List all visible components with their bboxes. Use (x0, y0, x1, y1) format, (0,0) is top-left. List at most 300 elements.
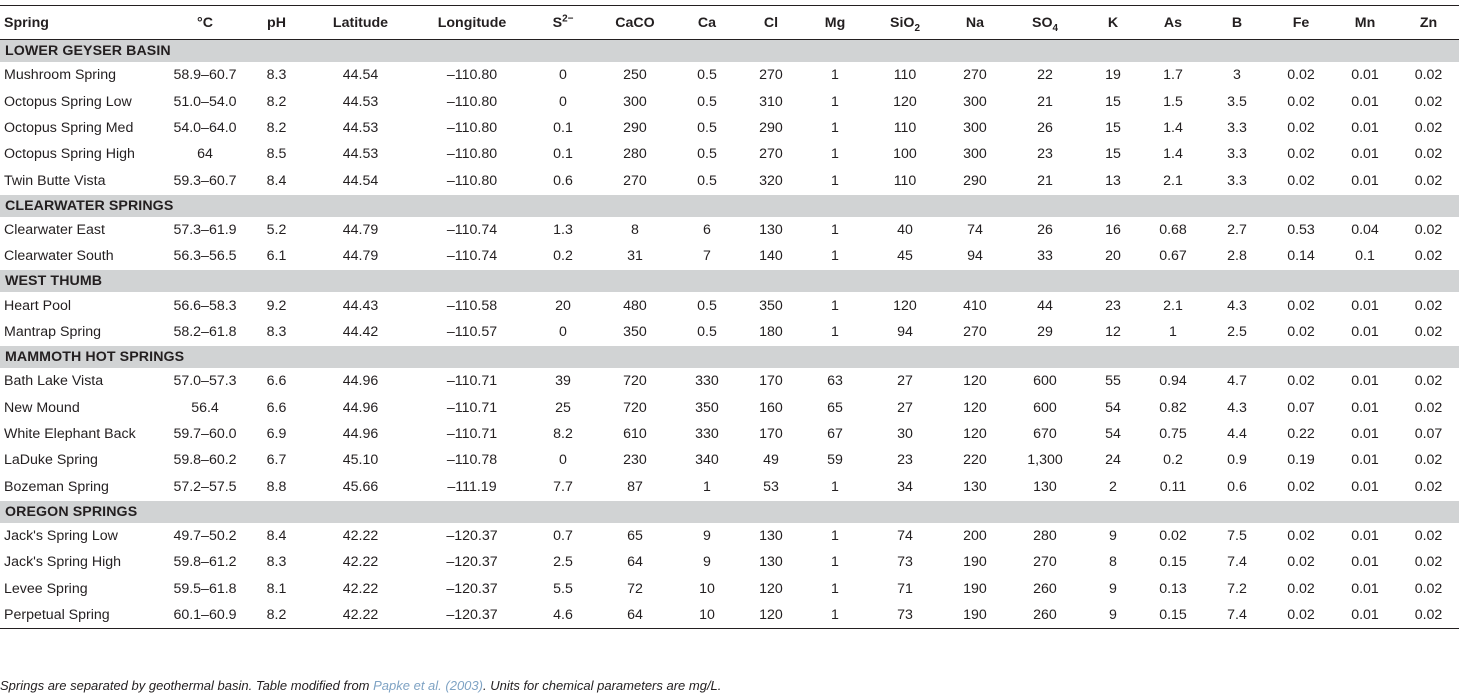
table-cell: 0.5 (697, 119, 717, 136)
table-row (0, 319, 1459, 346)
column-header-label: Latitude (332, 14, 389, 31)
table-cell: 270 (759, 146, 783, 163)
table-cell: 6.6 (266, 399, 287, 416)
spring-name-cell: Bozeman Spring (4, 478, 109, 495)
table-cell: 10 (699, 580, 715, 597)
table-cell: 230 (623, 452, 647, 469)
table-cell: 65 (627, 527, 643, 544)
table-cell: 5.2 (266, 221, 287, 238)
table-cell: 280 (623, 146, 647, 163)
table-cell: 56.4 (191, 399, 219, 416)
table-cell: 55 (1105, 373, 1121, 390)
spring-name-cell: LaDuke Spring (4, 452, 98, 469)
table-cell: 2.5 (553, 554, 573, 571)
table-cell: 350 (623, 323, 647, 340)
spring-name-cell: Octopus Spring Low (4, 93, 132, 110)
citation-link[interactable]: Papke et al. (2003) (373, 678, 483, 693)
column-header-subscript: 4 (1052, 22, 1059, 34)
table-cell: 0 (559, 452, 567, 469)
table-row (0, 368, 1459, 394)
table-cell: 39 (555, 373, 571, 390)
table-row (0, 243, 1459, 270)
table-cell: 44.96 (342, 425, 379, 442)
column-header-col-13 (1084, 6, 1142, 40)
column-header-label: As (1163, 14, 1183, 31)
table-cell: 53 (763, 478, 779, 495)
table-cell: 42.22 (342, 580, 379, 597)
table-cell: 0.82 (1159, 399, 1187, 416)
column-header-label: Spring (4, 14, 49, 31)
table-cell: 0.02 (1287, 478, 1315, 495)
table-cell: 270 (963, 67, 987, 84)
table-cell: 15 (1105, 93, 1121, 110)
column-header-label: Zn (1419, 14, 1438, 31)
table-cell: 23 (897, 452, 913, 469)
table-cell: 0.5 (697, 323, 717, 340)
table-cell: 7.4 (1227, 554, 1247, 571)
table-cell: 0.13 (1159, 580, 1187, 597)
table-cell: 0.1 (553, 119, 573, 136)
column-header-label: SiO (890, 14, 915, 31)
table-cell: 44.79 (342, 221, 379, 238)
table-cell: 8.2 (266, 119, 287, 136)
table-cell: 0.02 (1287, 373, 1315, 390)
table-cell: 40 (897, 221, 913, 238)
table-cell: 0.02 (1287, 93, 1315, 110)
table-cell: 33 (1037, 248, 1053, 265)
table-cell: 290 (963, 172, 987, 189)
table-cell: 0.5 (697, 172, 717, 189)
spring-name-cell: Jack's Spring High (4, 554, 122, 571)
table-cell: 0.01 (1351, 425, 1379, 442)
group-title: LOWER GEYSER BASIN (0, 40, 1459, 63)
table-cell: 9 (1084, 602, 1142, 629)
spring-name-cell: Octopus Spring High (4, 146, 135, 163)
table-cell: 100 (893, 146, 917, 163)
table-cell: 26 (1037, 119, 1053, 136)
table-cell: 0 (559, 67, 567, 84)
column-header-col-10 (866, 6, 944, 40)
table-row (0, 292, 1459, 318)
table-cell: 45.10 (342, 452, 379, 469)
table-cell: 60.1–60.9 (166, 602, 244, 629)
table-cell: 0.02 (1414, 297, 1443, 314)
spring-name-cell: Clearwater East (4, 221, 105, 238)
table-cell: 0.11 (1159, 478, 1187, 495)
group-title: MAMMOTH HOT SPRINGS (0, 346, 1459, 369)
column-header-superscript: 2− (562, 12, 574, 24)
table-cell: 42.22 (342, 554, 379, 571)
table-cell: 8.2 (266, 93, 287, 110)
table-cell: 130 (759, 527, 783, 544)
table-cell: 1 (831, 478, 839, 495)
table-cell: 0.01 (1351, 93, 1379, 110)
table-cell: 56.6–58.3 (173, 297, 237, 314)
column-header-col-6 (594, 6, 676, 40)
table-cell: 0.02 (1270, 602, 1332, 629)
table-cell: 0.02 (1414, 119, 1443, 136)
table-cell: –110.80 (446, 172, 498, 189)
table-cell: 45 (897, 248, 913, 265)
table-cell: 1 (703, 478, 711, 495)
table-cell: 300 (963, 93, 987, 110)
table-row (0, 88, 1459, 114)
table-cell: 0.2 (1163, 452, 1183, 469)
table-cell: 59.8–60.2 (173, 452, 237, 469)
table-cell: 0.01 (1351, 146, 1379, 163)
column-header-col-17 (1332, 6, 1398, 40)
table-cell: 1 (1169, 323, 1177, 340)
spring-name-cell: Mantrap Spring (4, 323, 101, 340)
table-cell: 0.02 (1287, 323, 1315, 340)
table-cell: –110.80 (446, 146, 498, 163)
table-cell: 7 (703, 248, 711, 265)
table-cell: 2.5 (1227, 323, 1247, 340)
column-header-col-7 (676, 6, 738, 40)
table-cell: 57.2–57.5 (173, 478, 237, 495)
table-cell: 130 (963, 478, 987, 495)
table-cell: 1.5 (1163, 93, 1183, 110)
table-cell: 300 (963, 146, 987, 163)
group-header-row (0, 194, 1459, 217)
table-row (0, 167, 1459, 194)
table-cell: 8.2 (244, 602, 309, 629)
table-cell: 0.01 (1351, 119, 1379, 136)
table-cell: 480 (623, 297, 647, 314)
table-cell: –111.19 (447, 478, 497, 495)
table-cell: 130 (1033, 478, 1057, 495)
table-cell: 0.5 (697, 67, 717, 84)
table-cell: 0.01 (1351, 323, 1379, 340)
table-cell: 44.96 (342, 373, 379, 390)
table-cell: –110.71 (446, 425, 498, 442)
group-header-row (0, 40, 1459, 63)
table-cell: 8.3 (266, 67, 287, 84)
table-cell: 330 (695, 373, 719, 390)
table-cell: 1.4 (1163, 146, 1183, 163)
table-cell: –120.37 (446, 554, 498, 571)
column-header-col-9 (804, 6, 866, 40)
table-cell: 15 (1105, 146, 1121, 163)
column-header-spring (0, 6, 166, 40)
spring-name-cell: Heart Pool (4, 297, 72, 314)
table-cell: 44 (1037, 297, 1053, 314)
table-cell: 0.02 (1414, 478, 1443, 495)
column-header-col-4 (412, 6, 532, 40)
table-cell: 3.5 (1227, 93, 1247, 110)
table-cell: 6.9 (266, 425, 287, 442)
table-cell: 1 (804, 602, 866, 629)
group-header-row (0, 500, 1459, 523)
table-cell: 0.01 (1351, 527, 1379, 544)
table-cell: 8.3 (266, 554, 287, 571)
table-cell: 27 (897, 373, 913, 390)
table-row (0, 141, 1459, 167)
table-cell: 0.67 (1159, 248, 1187, 265)
table-cell: 0.5 (697, 93, 717, 110)
table-cell: 720 (623, 373, 647, 390)
table-cell: 9 (1109, 580, 1117, 597)
table-cell: 6 (703, 221, 711, 238)
column-header-col-16 (1270, 6, 1332, 40)
table-cell: 120 (963, 373, 987, 390)
table-cell: 300 (623, 93, 647, 110)
table-cell: 3.3 (1227, 172, 1247, 189)
table-cell: 170 (759, 425, 783, 442)
table-cell: 44.96 (342, 399, 379, 416)
table-cell: 2.1 (1163, 297, 1183, 314)
header-row (0, 6, 1459, 40)
table-cell: 1 (831, 146, 839, 163)
table-cell: 120 (738, 602, 804, 629)
table-cell: 45.66 (342, 478, 379, 495)
table-cell: 610 (623, 425, 647, 442)
table-cell: 1.7 (1163, 67, 1183, 84)
table-cell: 8.4 (266, 527, 287, 544)
table-row (0, 602, 1459, 629)
spring-chemistry-table (0, 6, 1459, 629)
table-cell: 110 (893, 67, 917, 84)
table-cell: 1 (831, 119, 839, 136)
table-cell: 0.07 (1414, 425, 1443, 442)
table-row (0, 523, 1459, 549)
table-cell: 49.7–50.2 (173, 527, 237, 544)
table-cell: 64 (197, 146, 213, 163)
table-row (0, 115, 1459, 141)
table-cell: 0.14 (1287, 248, 1315, 265)
table-cell: 270 (1033, 554, 1057, 571)
table-cell: 0.15 (1159, 554, 1187, 571)
table-cell: 25 (555, 399, 571, 416)
table-cell: 2.7 (1227, 221, 1247, 238)
table-cell: –110.80 (446, 67, 498, 84)
group-header-row (0, 270, 1459, 293)
table-cell: 190 (944, 602, 1006, 629)
table-cell: 0.02 (1414, 93, 1443, 110)
table-cell: 190 (963, 580, 987, 597)
table-body (0, 40, 1459, 629)
group-header-row (0, 346, 1459, 369)
column-header-col-11 (944, 6, 1006, 40)
spring-name-cell: Twin Butte Vista (4, 172, 106, 189)
table-cell: 0.02 (1414, 373, 1443, 390)
table-row (0, 421, 1459, 447)
table-cell: 0.94 (1159, 373, 1187, 390)
table-cell: 8 (631, 221, 639, 238)
table-cell: 8.1 (266, 580, 287, 597)
table-cell: –110.78 (446, 452, 498, 469)
table-cell: 670 (1033, 425, 1057, 442)
column-header-col-12 (1006, 6, 1084, 40)
spring-name-cell: Clearwater South (4, 248, 114, 265)
table-cell: 15 (1105, 119, 1121, 136)
table-cell: 4.6 (532, 602, 594, 629)
table-cell: 21 (1037, 172, 1053, 189)
column-header-col-15 (1204, 6, 1270, 40)
table-cell: 4.4 (1227, 425, 1247, 442)
table-cell: 13 (1105, 172, 1121, 189)
table-cell: –110.80 (446, 93, 498, 110)
table-cell: 300 (963, 119, 987, 136)
table-cell: 1 (831, 93, 839, 110)
table-cell: 250 (623, 67, 647, 84)
table-cell: 54 (1105, 425, 1121, 442)
table-cell: 130 (759, 554, 783, 571)
table-cell: 4.7 (1227, 373, 1247, 390)
table-cell: 74 (897, 527, 913, 544)
table-cell: 7.5 (1227, 527, 1247, 544)
table-cell: 4.3 (1227, 297, 1247, 314)
column-header-label: S (552, 14, 563, 31)
table-cell: 44.43 (342, 297, 379, 314)
table-cell: 130 (759, 221, 783, 238)
table-cell: 59.5–61.8 (173, 580, 237, 597)
table-cell: 0.04 (1351, 221, 1379, 238)
column-header-col-5 (532, 6, 594, 40)
table-cell: 340 (695, 452, 719, 469)
table-cell: 350 (759, 297, 783, 314)
column-header-label: pH (267, 14, 286, 31)
table-cell: 720 (623, 399, 647, 416)
table-cell: 8 (1109, 554, 1117, 571)
table-cell: 57.0–57.3 (173, 373, 237, 390)
table-cell: 44.53 (342, 119, 379, 136)
table-cell: 290 (623, 119, 647, 136)
table-cell: 0.02 (1287, 297, 1315, 314)
table-row (0, 473, 1459, 500)
column-header-label: Cl (763, 14, 779, 31)
table-cell: 64 (627, 554, 643, 571)
table-cell: 10 (676, 602, 738, 629)
table-cell: 0.02 (1414, 172, 1443, 189)
group-title: CLEARWATER SPRINGS (0, 194, 1459, 217)
table-cell: 9 (703, 554, 711, 571)
table-cell: 1 (831, 67, 839, 84)
table-cell: 0.02 (1414, 221, 1443, 238)
table-cell: 0.01 (1351, 373, 1379, 390)
table-cell: 0.01 (1351, 172, 1379, 189)
table-cell: 49 (763, 452, 779, 469)
table-cell: 29 (1037, 323, 1053, 340)
table-cell: 2 (1109, 478, 1117, 495)
table-cell: 30 (897, 425, 913, 442)
table-cell: 23 (1105, 297, 1121, 314)
column-header-subscript: 2 (914, 22, 920, 34)
table-cell: 3.3 (1227, 146, 1247, 163)
table-cell: 9 (1109, 527, 1117, 544)
table-cell: 0.02 (1287, 119, 1315, 136)
table-cell: 310 (759, 93, 783, 110)
table-cell: 0.1 (1355, 248, 1375, 265)
table-cell: 73 (897, 554, 913, 571)
table-cell: 57.3–61.9 (173, 221, 237, 238)
table-cell: 120 (963, 399, 987, 416)
table-cell: 16 (1105, 221, 1121, 238)
table-cell: 410 (963, 297, 987, 314)
table-cell: 9.2 (266, 297, 287, 314)
table-cell: 8.5 (266, 146, 287, 163)
table-cell: 0.02 (1414, 248, 1443, 265)
table-cell: 1 (831, 248, 839, 265)
table-cell: 58.9–60.7 (173, 67, 237, 84)
table-cell: 110 (893, 119, 917, 136)
table-cell: 220 (963, 452, 987, 469)
column-header-col-3 (309, 6, 412, 40)
column-header-label: Ca (697, 14, 717, 31)
table-cell: 1,300 (1027, 452, 1063, 469)
table-row (0, 576, 1459, 602)
table-cell: 0.02 (1287, 146, 1315, 163)
footnote-text-after: . Units for chemical parameters are mg/L. (482, 678, 722, 693)
table-cell: 1 (831, 323, 839, 340)
table-cell: 350 (695, 399, 719, 416)
table-cell: 0.01 (1351, 580, 1379, 597)
table-cell: 120 (893, 297, 917, 314)
column-header-label: Fe (1292, 14, 1310, 31)
table-cell: 200 (963, 527, 987, 544)
table-cell: 0.5 (697, 297, 717, 314)
table-cell: 260 (1006, 602, 1084, 629)
table-cell: 0.02 (1398, 602, 1459, 629)
table-cell: 9 (703, 527, 711, 544)
table-cell: 72 (627, 580, 643, 597)
table-cell: 0.01 (1351, 478, 1379, 495)
table-cell: 0.75 (1159, 425, 1187, 442)
table-cell: 54.0–64.0 (173, 119, 237, 136)
table-cell: 330 (695, 425, 719, 442)
spring-name-cell: Jack's Spring Low (4, 527, 118, 544)
table-cell: 1 (831, 580, 839, 597)
table-cell: 54 (1105, 399, 1121, 416)
table-cell: 58.2–61.8 (173, 323, 237, 340)
table-cell: 6.6 (266, 373, 287, 390)
table-cell: 8.4 (266, 172, 287, 189)
table-cell: 600 (1033, 373, 1057, 390)
footnote-text-before: Springs are separated by geothermal basin. Table modified from (0, 678, 374, 693)
table-cell: 94 (897, 323, 913, 340)
column-header-col-8 (738, 6, 804, 40)
table-cell: 1 (831, 172, 839, 189)
table-cell: 0.01 (1351, 67, 1379, 84)
table-cell: 0.5 (697, 146, 717, 163)
table-cell: –120.37 (412, 602, 532, 629)
table-cell: 20 (555, 297, 571, 314)
table-cell: 59.8–61.2 (173, 554, 237, 571)
table-cell: 0.02 (1414, 452, 1443, 469)
table-cell: 600 (1033, 399, 1057, 416)
table-cell: 59.7–60.0 (173, 425, 237, 442)
table-cell: 7.4 (1204, 602, 1270, 629)
table-cell: 280 (1033, 527, 1057, 544)
table-cell: 260 (1033, 580, 1057, 597)
table-cell: 42.22 (309, 602, 412, 629)
table-cell: 51.0–54.0 (173, 93, 237, 110)
table-cell: 63 (827, 373, 843, 390)
table-cell: 0.02 (1414, 554, 1443, 571)
table-cell: 34 (897, 478, 913, 495)
table-cell: 4.3 (1227, 399, 1247, 416)
table-cell: 0.02 (1287, 580, 1315, 597)
spring-name-cell: Levee Spring (4, 580, 88, 597)
column-header-col-1 (166, 6, 244, 40)
table-cell: 8.3 (266, 323, 287, 340)
table-cell: 0.02 (1287, 554, 1315, 571)
table-cell: 23 (1037, 146, 1053, 163)
table-cell: 0.9 (1227, 452, 1247, 469)
column-header-label: K (1107, 14, 1119, 31)
table-cell: 1 (831, 297, 839, 314)
table-cell: 44.54 (342, 67, 379, 84)
